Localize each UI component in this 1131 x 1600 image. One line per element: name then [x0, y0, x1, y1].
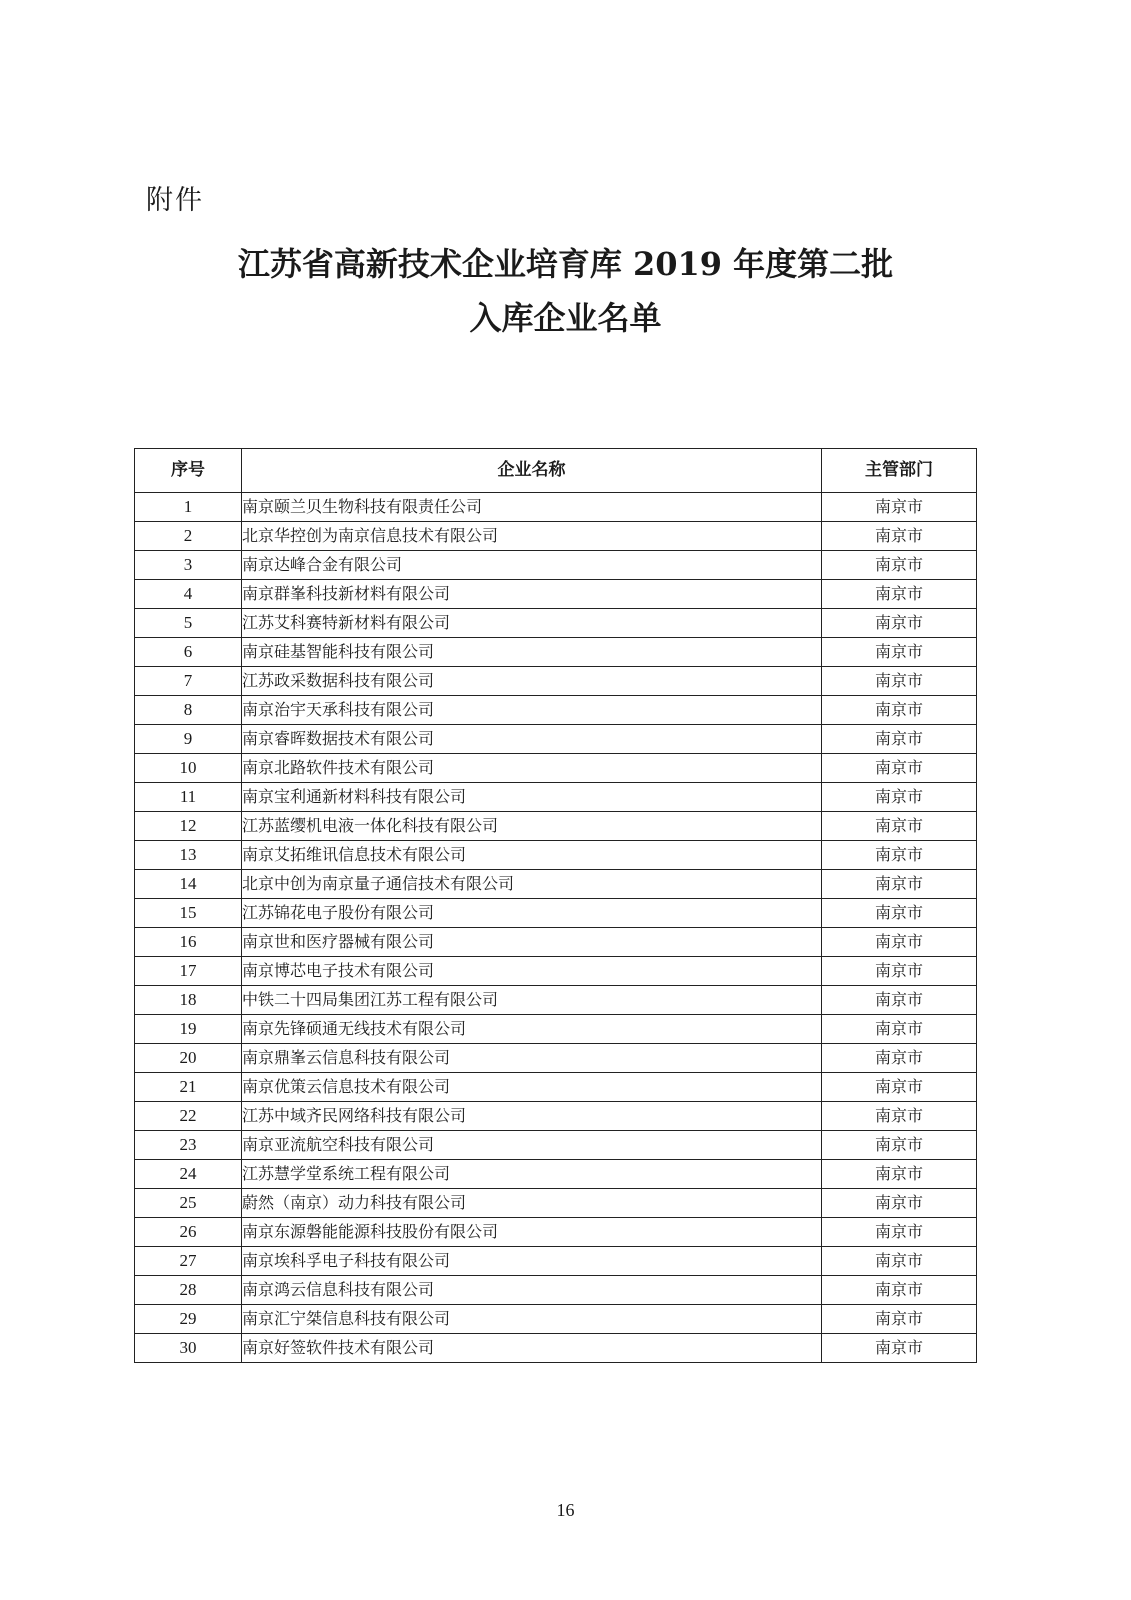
row-company-name: 北京中创为南京量子通信技术有限公司 — [242, 870, 822, 899]
row-company-name: 南京治宇天承科技有限公司 — [242, 696, 822, 725]
table-row — [135, 957, 977, 986]
row-department: 南京市 — [822, 754, 977, 783]
row-serial-number: 27 — [135, 1247, 242, 1276]
row-company-name: 北京华控创为南京信息技术有限公司 — [242, 522, 822, 551]
row-serial-number: 21 — [135, 1073, 242, 1102]
row-company-name: 南京先锋硕通无线技术有限公司 — [242, 1015, 822, 1044]
row-serial-number: 5 — [135, 609, 242, 638]
row-department: 南京市 — [822, 1189, 977, 1218]
row-company-name: 南京博芯电子技术有限公司 — [242, 957, 822, 986]
row-department: 南京市 — [822, 725, 977, 754]
table-row — [135, 783, 977, 812]
table-row — [135, 667, 977, 696]
table-row — [135, 1334, 977, 1363]
row-serial-number: 29 — [135, 1305, 242, 1334]
company-list-table — [134, 448, 977, 1363]
table-row — [135, 928, 977, 957]
table-row — [135, 522, 977, 551]
row-company-name: 南京鼎峯云信息科技有限公司 — [242, 1044, 822, 1073]
table-row — [135, 725, 977, 754]
row-company-name: 南京群峯科技新材料有限公司 — [242, 580, 822, 609]
row-company-name: 南京宝利通新材料科技有限公司 — [242, 783, 822, 812]
table-row — [135, 1102, 977, 1131]
row-company-name: 江苏中域齐民网络科技有限公司 — [242, 1102, 822, 1131]
row-department: 南京市 — [822, 841, 977, 870]
row-serial-number: 17 — [135, 957, 242, 986]
row-serial-number: 24 — [135, 1160, 242, 1189]
row-department: 南京市 — [822, 812, 977, 841]
row-company-name: 南京艾拓维讯信息技术有限公司 — [242, 841, 822, 870]
row-serial-number: 15 — [135, 899, 242, 928]
row-department: 南京市 — [822, 928, 977, 957]
row-serial-number: 13 — [135, 841, 242, 870]
row-department: 南京市 — [822, 957, 977, 986]
table-row — [135, 1305, 977, 1334]
row-company-name: 南京埃科孚电子科技有限公司 — [242, 1247, 822, 1276]
table-row — [135, 696, 977, 725]
table-row — [135, 754, 977, 783]
table-row — [135, 1015, 977, 1044]
row-department: 南京市 — [822, 1305, 977, 1334]
table-row — [135, 986, 977, 1015]
row-serial-number: 30 — [135, 1334, 242, 1363]
page-number: 16 — [556, 1500, 575, 1520]
row-company-name: 南京好签软件技术有限公司 — [242, 1334, 822, 1363]
table-row — [135, 580, 977, 609]
table-row — [135, 1189, 977, 1218]
row-company-name: 南京硅基智能科技有限公司 — [242, 638, 822, 667]
table-row — [135, 609, 977, 638]
row-company-name: 江苏艾科赛特新材料有限公司 — [242, 609, 822, 638]
header-serial-number: 序号 — [135, 449, 242, 493]
row-serial-number: 18 — [135, 986, 242, 1015]
row-department: 南京市 — [822, 1160, 977, 1189]
table-row — [135, 870, 977, 899]
row-serial-number: 26 — [135, 1218, 242, 1247]
table-row — [135, 899, 977, 928]
row-company-name: 南京亚流航空科技有限公司 — [242, 1131, 822, 1160]
row-department: 南京市 — [822, 1247, 977, 1276]
table-row — [135, 1044, 977, 1073]
table-row — [135, 812, 977, 841]
table-row — [135, 638, 977, 667]
row-serial-number: 1 — [135, 493, 242, 522]
row-company-name: 南京达峰合金有限公司 — [242, 551, 822, 580]
row-company-name: 南京汇宁桀信息科技有限公司 — [242, 1305, 822, 1334]
row-department: 南京市 — [822, 1276, 977, 1305]
row-department: 南京市 — [822, 899, 977, 928]
row-department: 南京市 — [822, 1131, 977, 1160]
row-company-name: 江苏政采数据科技有限公司 — [242, 667, 822, 696]
table-row — [135, 841, 977, 870]
table-row — [135, 1218, 977, 1247]
row-serial-number: 19 — [135, 1015, 242, 1044]
row-company-name: 蔚然（南京）动力科技有限公司 — [242, 1189, 822, 1218]
row-department: 南京市 — [822, 551, 977, 580]
attachment-label: 附件 — [146, 185, 204, 216]
row-department: 南京市 — [822, 1334, 977, 1363]
row-serial-number: 28 — [135, 1276, 242, 1305]
row-company-name: 中铁二十四局集团江苏工程有限公司 — [242, 986, 822, 1015]
header-company-name: 企业名称 — [242, 449, 822, 493]
row-company-name: 南京北路软件技术有限公司 — [242, 754, 822, 783]
row-serial-number: 8 — [135, 696, 242, 725]
table-body — [135, 493, 977, 1363]
row-serial-number: 14 — [135, 870, 242, 899]
row-department: 南京市 — [822, 1102, 977, 1131]
row-company-name: 南京优策云信息技术有限公司 — [242, 1073, 822, 1102]
row-serial-number: 25 — [135, 1189, 242, 1218]
row-department: 南京市 — [822, 580, 977, 609]
document-title-line-1: 江苏省高新技术企业培育库 2019 年度第二批 — [237, 245, 894, 283]
row-department: 南京市 — [822, 493, 977, 522]
table-row — [135, 1276, 977, 1305]
row-company-name: 江苏蓝缨机电液一体化科技有限公司 — [242, 812, 822, 841]
row-serial-number: 2 — [135, 522, 242, 551]
table-row — [135, 551, 977, 580]
header-department: 主管部门 — [822, 449, 977, 493]
row-serial-number: 23 — [135, 1131, 242, 1160]
table-row — [135, 1131, 977, 1160]
document-title-line-2: 入库企业名单 — [469, 299, 662, 337]
row-department: 南京市 — [822, 696, 977, 725]
row-department: 南京市 — [822, 638, 977, 667]
row-company-name: 南京东源磐能能源科技股份有限公司 — [242, 1218, 822, 1247]
row-company-name: 江苏锦花电子股份有限公司 — [242, 899, 822, 928]
row-department: 南京市 — [822, 522, 977, 551]
row-department: 南京市 — [822, 1218, 977, 1247]
row-department: 南京市 — [822, 870, 977, 899]
row-serial-number: 6 — [135, 638, 242, 667]
row-serial-number: 11 — [135, 783, 242, 812]
table-row — [135, 1073, 977, 1102]
row-serial-number: 7 — [135, 667, 242, 696]
table-row — [135, 1160, 977, 1189]
row-department: 南京市 — [822, 1044, 977, 1073]
row-serial-number: 10 — [135, 754, 242, 783]
row-department: 南京市 — [822, 783, 977, 812]
row-serial-number: 20 — [135, 1044, 242, 1073]
table-row — [135, 1247, 977, 1276]
row-company-name: 南京睿晖数据技术有限公司 — [242, 725, 822, 754]
row-department: 南京市 — [822, 609, 977, 638]
row-company-name: 南京世和医疗器械有限公司 — [242, 928, 822, 957]
row-company-name: 南京颐兰贝生物科技有限责任公司 — [242, 493, 822, 522]
row-company-name: 南京鸿云信息科技有限公司 — [242, 1276, 822, 1305]
row-serial-number: 16 — [135, 928, 242, 957]
row-serial-number: 3 — [135, 551, 242, 580]
row-serial-number: 9 — [135, 725, 242, 754]
row-serial-number: 4 — [135, 580, 242, 609]
row-serial-number: 12 — [135, 812, 242, 841]
row-department: 南京市 — [822, 667, 977, 696]
table-header-row — [135, 449, 977, 493]
row-department: 南京市 — [822, 1015, 977, 1044]
row-department: 南京市 — [822, 986, 977, 1015]
row-company-name: 江苏慧学堂系统工程有限公司 — [242, 1160, 822, 1189]
row-department: 南京市 — [822, 1073, 977, 1102]
row-serial-number: 22 — [135, 1102, 242, 1131]
table-row — [135, 493, 977, 522]
